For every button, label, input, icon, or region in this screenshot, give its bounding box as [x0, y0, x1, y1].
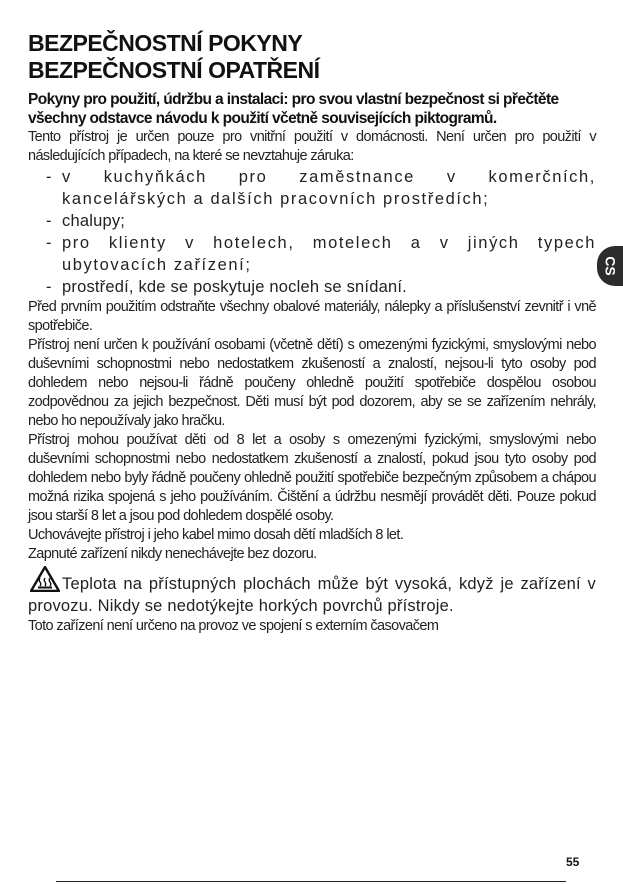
timer-paragraph: Toto zařízení není určeno na provoz ve spojení s externím časovačem [28, 618, 439, 634]
hot-surface-paragraph: Teplota na přístupných plochách může být vysoká, když je zařízení v provozu. Nikdy se nedotýkejte horkých povrchů přístroje. [28, 566, 596, 617]
persons-paragraph: Přístroj není určen k používání osobami (včetně dětí) s omezenými fyzickými, smyslovými nebo duševními schopnostmi nebo nedostatkem zkušeností a znalostí, nejsou-li tyto osoby pod dohledem nebo nejsou-li řádně poučeny ohledně použití spotřebiče dospělou osobou zodpovědnou za jejich bezpečnost. Děti musí být pod dozorem, aby se se zařízením nehrály, nebo ho nepoužívaly jako hračku. [28, 337, 596, 429]
title-line-2: BEZPEČNOSTNÍ OPATŘENÍ [28, 57, 320, 83]
list-item: - v kuchyňkách pro zaměstnance v komerčních, kancelářských a dalších pracovních prostředích; [46, 168, 596, 208]
language-tab [597, 246, 623, 286]
footer-rule [56, 881, 566, 882]
list-item: - chalupy; [46, 212, 126, 230]
children-paragraph: Přístroj mohou používat děti od 8 let a osoby s omezenými fyzickými, smyslovými nebo duševními schopnostmi nebo nedostatkem zkušeností a znalostí, pokud jsou tyto osoby pod dohledem nebo byly řádně poučeny ohledně použití spotřebiče bezpečným způsobem a chápou možná rizika spojená s jeho používáním. Čištění a údržbu nesmějí provádět děti. Pouze pokud jsou starší 8 let a jsou pod dohledem dospělé osoby. [28, 432, 596, 524]
unattended-paragraph: Zapnuté zařízení nikdy nenechávejte bez dozoru. [28, 546, 317, 562]
keep-away-paragraph: Uchovávejte přístroj i jeho kabel mimo dosah dětí mladších 8 let. [28, 527, 404, 543]
list-item: - pro klienty v hotelech, motelech a v jiných typech ubytovacích zařízení; [46, 234, 596, 274]
page-number: 55 [566, 855, 580, 869]
before-first-use-paragraph: Před prvním použitím odstraňte všechny obalové materiály, nálepky a příslušenství zevnitř i vně spotřebiče. [28, 299, 596, 334]
page-title [28, 30, 596, 84]
intro-paragraph: Tento přístroj je určen pouze pro vnitřní použití v domácnosti. Není určen pro použití v následujících případech, na které se nevztahuje záruka: [28, 129, 596, 164]
language-code: CS [602, 256, 619, 276]
page-content [28, 30, 596, 636]
exclusion-list [28, 166, 596, 298]
title-line-1: BEZPEČNOSTNÍ POKYNY [28, 30, 303, 56]
subheading: Pokyny pro použití, údržbu a instalaci: pro svou vlastní bezpečnost si přečtěte všechny odstavce návodu k použití včetně souvisejících piktogramů. [28, 91, 559, 127]
list-item: - prostředí, kde se poskytuje nocleh se snídaní. [46, 278, 407, 296]
hot-surface-warning-icon [30, 566, 60, 592]
